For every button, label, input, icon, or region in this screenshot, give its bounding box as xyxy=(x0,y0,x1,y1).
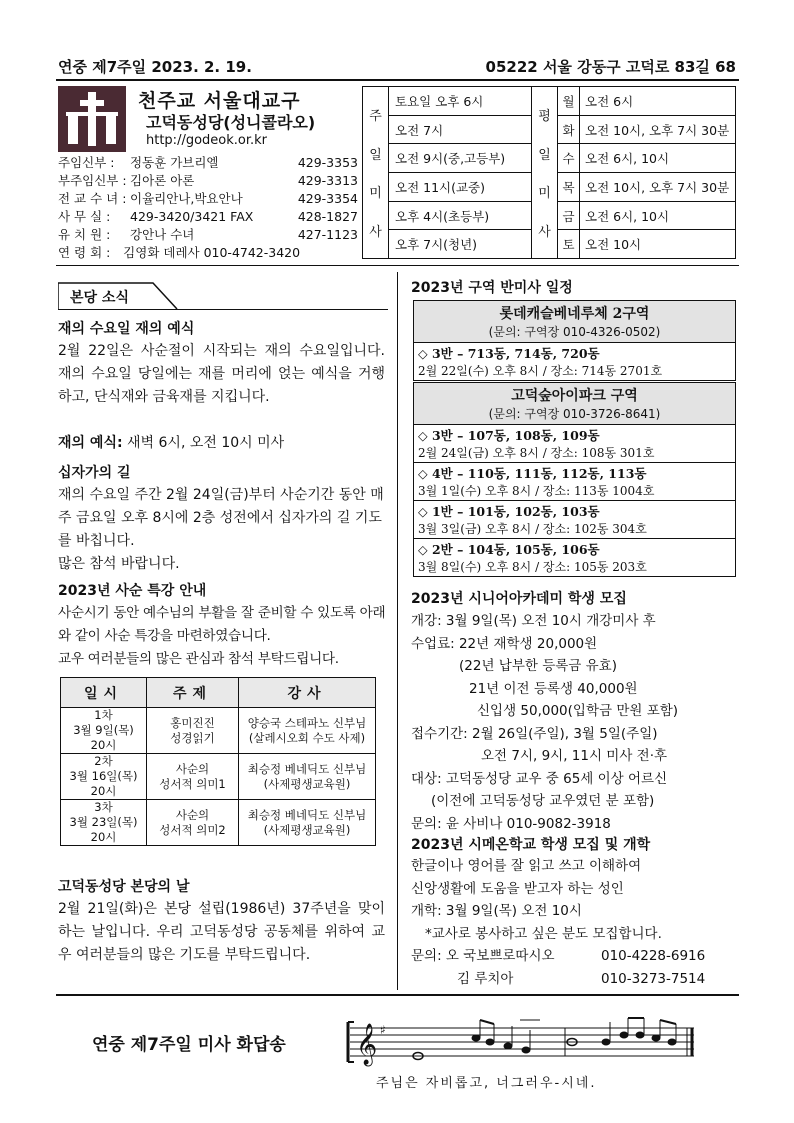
zone-group: ◇ 1반 – 101동, 102동, 103동 xyxy=(418,504,600,519)
zone-group: ◇ 3반 – 107동, 108동, 109동 xyxy=(418,428,600,443)
weekday-day: 수 xyxy=(558,144,580,172)
staff-phone: 429-3353 xyxy=(297,155,358,170)
zone-group-row xyxy=(414,463,735,501)
lecture-when: 2차 3월 16일(목) 20시 xyxy=(61,754,147,800)
top-rule xyxy=(56,79,739,81)
svg-text:♯: ♯ xyxy=(380,1023,386,1037)
staff-name: 김영화 데레사 010-4742-3420 xyxy=(123,245,301,260)
section-paragraph: 교우 여러분들의 많은 관심과 참석 부탁드립니다. xyxy=(58,651,339,667)
weekday-day: 토 xyxy=(558,230,580,258)
staff-phone: 429-3313 xyxy=(297,173,358,188)
zone-detail: 3월 1일(수) 오후 8시 / 장소: 113동 1004호 xyxy=(418,484,655,498)
section-paragraph: 재의 수요일 주간 2월 24일(금)부터 사순기간 동안 매주 금요일 오후 8시에 2층 성전에서 십자가의 길 기도를 바칩니다. xyxy=(58,487,384,549)
info-line: (이전에 고덕동성당 교우였던 분 포함) xyxy=(431,793,655,809)
table-row xyxy=(61,800,376,846)
weekday-row xyxy=(558,202,735,231)
info-line: (22년 납부한 등록금 유효) xyxy=(459,658,617,674)
lecture-topic: 사순의 성서적 의미1 xyxy=(147,754,239,800)
section-body xyxy=(411,855,736,990)
section-paragraph: 많은 참석 바랍니다. xyxy=(58,556,180,572)
weekday-row xyxy=(558,230,735,258)
mass-time: 오후 7시(청년) xyxy=(395,237,478,253)
weekday-row xyxy=(558,144,735,173)
bulletin-date: 연중 제7주일 2023. 2. 19. xyxy=(58,58,252,76)
staff-row xyxy=(58,172,358,190)
weekday-day: 목 xyxy=(558,173,580,201)
info-line: 신앙생활에 도움을 받고자 하는 성인 xyxy=(411,880,624,897)
staff-name: 강안나 수녀 xyxy=(130,227,195,242)
info-line: 21년 이전 등록생 40,000원 xyxy=(469,680,638,697)
weekday-day: 화 xyxy=(558,116,580,144)
info-line: 수업료: 22년 재학생 20,000원 xyxy=(411,635,598,652)
zone-group-row xyxy=(414,539,735,576)
section-body: 2월 22일은 사순절이 시작되는 재의 수요일입니다. 재의 수요일 당일에는 재를 머리에 얹는 예식을 거행하고, 단식재와 금육재를 지킵니다. xyxy=(58,343,385,405)
info-line: 개학: 3월 9일(목) 오전 10시 xyxy=(411,903,582,919)
table-header-row xyxy=(61,678,376,708)
header-rule xyxy=(56,265,739,266)
info-line: 문의: 윤 사비나 010-9082-3918 xyxy=(411,815,611,832)
section-body: 2월 21일(화)은 본당 설립(1986년) 37주년을 맞이하는 날입니다. 우리 고덕동성당 공동체를 위하여 교우 여러분들의 많은 기도를 부탁드립니다. xyxy=(58,901,385,963)
zone-group-row xyxy=(414,425,735,463)
church-address: 05222 서울 강동구 고덕로 83길 68 xyxy=(485,58,736,76)
table-header: 강사 xyxy=(239,678,376,708)
zone-name: 고덕숲아이파크 구역 xyxy=(511,388,638,404)
church-name: 천주교 서울대교구 xyxy=(138,90,301,112)
sunday-mass-table xyxy=(362,86,532,259)
staff-role: 부주임신부 : xyxy=(58,173,127,188)
label-char: 미 xyxy=(538,186,551,202)
zone-group: ◇ 2반 – 104동, 105동, 106동 xyxy=(418,542,600,557)
staff-name: 429-3420/3421 FAX xyxy=(130,209,254,224)
weekday-row xyxy=(558,116,735,145)
weekday-mass-table xyxy=(532,86,736,259)
section-paragraph: 사순시기 동안 예수님의 부활을 잘 준비할 수 있도록 아래와 같이 사순 특강을 마련하였습니다. xyxy=(58,605,386,644)
lecture-speaker: 최승정 베네딕도 신부님 (사제평생교육원) xyxy=(239,800,376,846)
staff-row xyxy=(58,208,358,226)
staff-name: 이율리안나,박요안나 xyxy=(130,191,243,206)
news-underline xyxy=(58,309,388,310)
staff-list xyxy=(58,154,358,262)
table-header: 일시 xyxy=(61,678,147,708)
label-char: 일 xyxy=(369,147,382,163)
label-char: 평 xyxy=(538,108,551,124)
zone-group-row xyxy=(414,343,735,380)
weekday-day: 금 xyxy=(558,202,580,230)
contact-label: 문의: 오 국보쁘로따시오 xyxy=(411,948,555,964)
bottom-rule xyxy=(56,994,739,996)
staff-name: 김아론 아론 xyxy=(130,173,195,188)
contact-name: 김 루치아 xyxy=(457,970,514,987)
svg-text:𝄞: 𝄞 xyxy=(356,1024,378,1065)
zone-header xyxy=(414,383,735,425)
section-body xyxy=(58,602,388,671)
zone-group: ◇ 4반 – 110동, 111동, 112동, 113동 xyxy=(418,466,647,481)
info-line: 접수기간: 2월 26일(주일), 3월 5일(주일) xyxy=(411,725,658,742)
section-title: 2023년 시메온학교 학생 모집 및 개학 xyxy=(411,837,651,853)
weekday-row xyxy=(558,87,735,116)
staff-role: 유 치 원 : xyxy=(58,227,111,242)
info-line: 한글이나 영어를 잘 읽고 쓰고 이해하여 xyxy=(411,858,642,874)
zone-detail: 2월 24일(금) 오후 8시 / 장소: 108동 301호 xyxy=(418,446,655,460)
staff-role: 전 교 수 녀 : xyxy=(58,191,127,206)
staff-role: 연 령 회 : xyxy=(58,245,111,260)
zone-contact: (문의: 구역장 010-4326-0502) xyxy=(488,325,661,339)
lecture-when: 1차 3월 9일(목) 20시 xyxy=(61,708,147,754)
zone-group: ◇ 3반 – 713동, 714동, 720동 xyxy=(418,346,600,361)
psalm-lyrics: 주님은 자비롭고, 너그러우-시네. xyxy=(376,1076,597,1091)
sunday-mass-label xyxy=(363,87,389,258)
info-line: 오전 7시, 9시, 11시 미사 전·후 xyxy=(481,748,668,764)
news-tab-label: 본당 소식 xyxy=(70,290,129,306)
table-row xyxy=(61,754,376,800)
weekday-time: 오전 6시, 10시 xyxy=(585,151,670,167)
lecture-topic: 사순의 성서적 의미2 xyxy=(147,800,239,846)
staff-role: 주임신부 : xyxy=(58,155,115,170)
contact-phone: 010-3273-7514 xyxy=(601,970,706,987)
lecture-speaker: 양승국 스테파노 신부님 (살레시오회 수도 사제) xyxy=(239,708,376,754)
weekday-time: 오전 10시, 오후 7시 30분 xyxy=(585,179,730,195)
section-title: 2023년 구역 반미사 일정 xyxy=(411,280,573,296)
music-staff xyxy=(344,1010,700,1076)
label-char: 사 xyxy=(538,225,551,241)
staff-phone: 428-1827 xyxy=(297,209,358,224)
lecture-when: 3차 3월 23일(목) 20시 xyxy=(61,800,147,846)
section-body xyxy=(58,484,385,576)
ash-rite-value: 새벽 6시, 오전 10시 미사 xyxy=(122,435,285,451)
weekday-row xyxy=(558,173,735,202)
staff-row xyxy=(58,244,358,262)
zone-header xyxy=(414,301,735,343)
zone-group-row xyxy=(414,501,735,539)
zone-name: 롯데캐슬베네루체 2구역 xyxy=(499,306,650,322)
church-logo xyxy=(58,86,126,152)
contact-row xyxy=(411,968,736,991)
lecture-speaker: 최승정 베네딕도 신부님 (사제평생교육원) xyxy=(239,754,376,800)
label-char: 미 xyxy=(369,186,382,202)
weekday-time: 오전 6시 xyxy=(585,93,634,109)
weekday-day: 월 xyxy=(558,87,580,115)
section-title: 2023년 사순 특강 안내 xyxy=(58,583,207,599)
table-row xyxy=(61,708,376,754)
zone-detail: 3월 3일(금) 오후 8시 / 장소: 102동 304호 xyxy=(418,522,647,536)
section-title: 십자가의 길 xyxy=(58,465,131,481)
mass-time: 오전 11시(교중) xyxy=(389,173,531,202)
section-title: 2023년 시니어아카데미 학생 모집 xyxy=(411,591,627,607)
column-divider xyxy=(397,272,398,990)
section-body xyxy=(411,610,736,835)
zone-detail: 3월 8일(수) 오후 8시 / 장소: 105동 203호 xyxy=(418,560,647,574)
label-char: 일 xyxy=(538,147,551,163)
info-line: *교사로 봉사하고 싶은 분도 모집합니다. xyxy=(425,925,662,942)
zone-mass-table xyxy=(413,382,736,577)
contact-row xyxy=(411,945,736,968)
info-line: 개강: 3월 9일(목) 오전 10시 개강미사 후 xyxy=(411,613,656,629)
label-char: 사 xyxy=(369,225,382,241)
table-header: 주제 xyxy=(147,678,239,708)
contact-phone: 010-4228-6916 xyxy=(601,948,706,964)
church-url[interactable]: http://godeok.or.kr xyxy=(146,133,268,148)
mass-time: 오전 7시 xyxy=(389,116,531,145)
lecture-table xyxy=(60,677,376,846)
staff-role: 사 무 실 : xyxy=(58,209,111,224)
staff-row xyxy=(58,154,358,172)
ash-rite-label: 재의 예식: xyxy=(58,435,123,451)
weekday-mass-label xyxy=(532,87,558,258)
zone-contact: (문의: 구역장 010-3726-8641) xyxy=(488,407,661,421)
mass-time: 오후 4시(초등부) xyxy=(389,202,531,231)
info-line: 신입생 50,000(입학금 만원 포함) xyxy=(477,703,679,719)
church-subname: 고덕동성당(성니콜라오) xyxy=(146,113,316,132)
zone-mass-table xyxy=(413,300,736,381)
ash-rite-time xyxy=(58,432,284,452)
zone-detail: 2월 22일(수) 오후 8시 / 장소: 714동 2701호 xyxy=(418,364,663,378)
weekday-time: 오전 10시, 오후 7시 30분 xyxy=(585,122,730,138)
mass-time: 오전 9시(중,고등부) xyxy=(389,144,531,173)
info-line: 대상: 고덕동성당 교우 중 65세 이상 어르신 xyxy=(411,770,668,787)
section-title: 고덕동성당 본당의 날 xyxy=(58,879,190,895)
weekday-time: 오전 6시, 10시 xyxy=(585,208,670,224)
mass-time: 토요일 오후 6시 xyxy=(389,87,531,116)
staff-phone: 429-3354 xyxy=(297,191,358,206)
staff-row xyxy=(58,190,358,208)
staff-name: 정동훈 가브리엘 xyxy=(130,155,219,170)
label-char: 주 xyxy=(369,108,382,124)
staff-phone: 427-1123 xyxy=(297,227,358,242)
lecture-topic: 홍미진진 성경읽기 xyxy=(147,708,239,754)
weekday-time: 오전 10시 xyxy=(585,237,642,253)
psalm-title: 연중 제7주일 미사 화답송 xyxy=(92,1035,286,1055)
staff-row xyxy=(58,226,358,244)
section-title: 재의 수요일 재의 예식 xyxy=(58,321,195,337)
staff-phone xyxy=(300,244,358,262)
